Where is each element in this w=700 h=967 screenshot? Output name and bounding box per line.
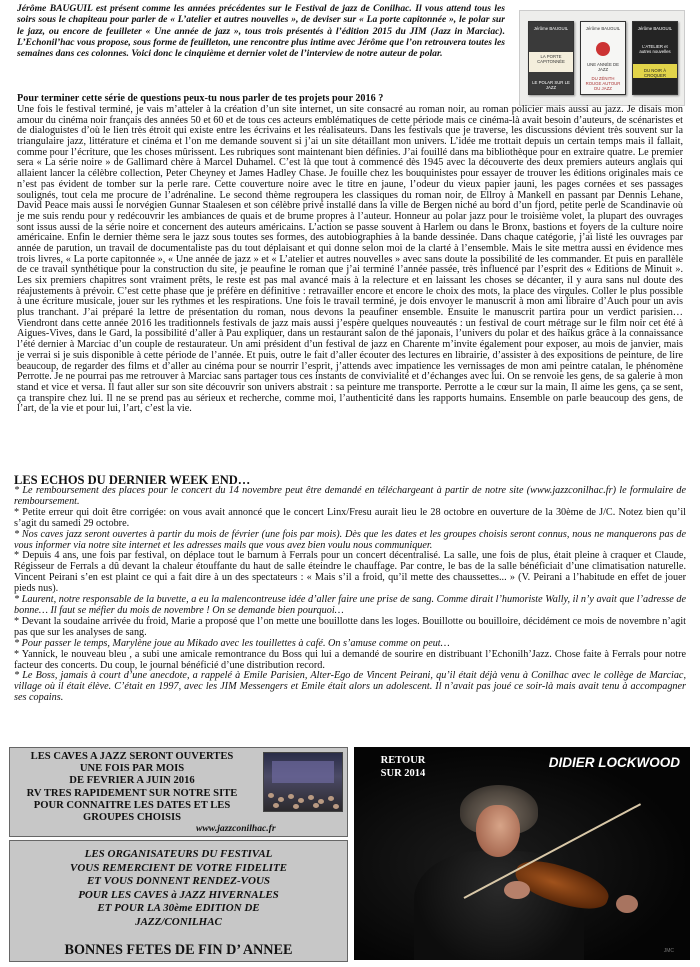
echo-item: * Petite erreur qui doit être corrigée: on vous avait annoncé que le concert Linx/Fresu aurait lieu le 28 octobre en ouverture de la 30ème de J/C. Notez bien qu’il s’agit du samedi 29 octobre. (14, 506, 686, 529)
echo-item: * Pour passer le temps, Marylène joue au Mikado avec les touillettes à café. On s’amuse comme on peut… (14, 637, 450, 649)
caves-line: LES CAVES A JAZZ SERONT OUVERTES (30, 751, 234, 762)
book-title: L’ATELIER et autres nouvelles (639, 44, 671, 54)
caves-line: UNE FOIS PAR MOIS (79, 763, 185, 775)
echo-item: * Le remboursement des places pour le concert du 14 novembre peut être demandé en téléchargeant à partir de notre site (www.jazzconilhac.fr) le formulaire de remboursement. (14, 485, 686, 507)
organisers-message (16, 848, 341, 930)
organisers-box (9, 840, 348, 962)
book-subtitle: DU ZÉNITH ROUGE AUTOUR DU JAZZ (585, 76, 621, 91)
caves-announcement (16, 751, 248, 824)
retour-line: SUR 2014 (380, 767, 426, 779)
retour-line: RETOUR (380, 755, 426, 766)
intro-paragraph: Jérôme BAUGUIL est présent comme les années précédentes sur le Festival de jazz de Conilhac. Il vous attend tous les soirs sous le chapiteau pour parler de « L’atelier et autres nouvelles », de deviser sur « La porte capitonnée », le polar sur le jazz, ou encore de feuilleter « Une année de jazz », tous trois présentés à l’édition 2015 du JIM (Jazz in Marciac). L’Echonil’hac vous propose, sous forme de feuilleton, une rencontre plus intime avec Jérôme que l’on retrouvera toutes les semaines dans ces colonnes. Voici donc le cinquième et dernier volet de l’interview de notre auteur de polar. (17, 3, 505, 60)
website-link[interactable]: www.jazzconilhac.fr (196, 823, 276, 834)
book-l-atelier (632, 21, 678, 95)
orgs-line: POUR LES CAVES à JAZZ HIVERNALES (78, 888, 279, 901)
book-author: Jérôme BAUGUIL (637, 26, 673, 31)
photo-credit: JMC (663, 948, 674, 954)
orgs-line: ET VOUS DONNENT RENDEZ-VOUS (86, 875, 271, 888)
book-subtitle: DU NOIR À CROQUER (643, 68, 667, 78)
didier-lockwood-photo (354, 747, 690, 960)
book-title: UNE ANNÉE DE JAZZ (587, 62, 619, 72)
caves-line: RV TRES RAPIDEMENT SUR NOTRE SITE (26, 787, 238, 799)
echo-item: * Depuis 4 ans, une fois par festival, on déplace tout le barnum à Ferrals pour un concert décentralisé. La salle, une fois de plus, était pleine à craquer et Claude, Régisseur de Ferrals a dû devant la chaleur étouffante du haut de salle éteindre le chauffage. Par contre, le bas de la salle bénéficiait d’une climatisation naturelle. Vincent Peirani s’en est plaint ce qui a fait dire à un des spectateurs : « Mais s’il a froid, qu’il mette des chaussettes... » (V. Peirani a l’habitude en effet de jouer pieds nus). (14, 550, 686, 595)
book-author: Jérôme BAUGUIL (585, 26, 621, 31)
interview-answer: Une fois le festival terminé, je vais m’atteler à la création d’un site internet, un site consacré au roman noir, au roman policier mais aussi au jazz. Je disais mon amour du cinéma noir français des années 50 et 60 et de tous ces acteurs emblématiques de cette période mais ce cinéma-là avait besoin d’auteurs, de scénaristes et de dialoguistes d’où le lien très étroit qui existe entre les écrivains et les réalisateurs. Dans les festivals que je traverse, les discussions dévient très souvent sur la triangulaire jazz, littérature et cinéma et l’on me demande souvent si j’ai un site détaillant mon univers. L’idée me trottait depuis un certain temps mais il fallait, comme pour l’écriture, que les choses mûrissent. Les rubriques sont maintenant bien définies. J’ai fouillé dans ma bibliothèque pour en extraire quatre. Le premier sera « La série noire » de Gallimard chère à Marcel Duhamel. C’est là que tout à commencé dès 1945 avec la découverte des deux premiers auteurs anglais qui allaient lancer la célèbre collection, Peter Cheyney et James Hadley Chase. Je fouille chez les bouquinistes pour essayer de trouver les éditions originales mais ce n’est pas évident de tomber sur la perle rare. Cette couverture noire avec le titre en jaune, l’odeur du vieux papier jauni, les pages cornées et ses passages soulignés, tout cela me procure de l’adrénaline. Le second thème regroupera les classiques du roman noir, de Ellroy à Mankell en passant par Dennis Lehane, David Peace mais aussi le norvégien Gunnar Staalesen et son célèbre privé installé dans la ville de Bergen niché au bord d’un fjord, petite perle de Scandinavie où je me suis rendu pour y redécouvrir les ambiances de quais et de brume propres à l’auteur. Honneur au polar jazz pour le troisième volet, la plupart des ouvrages sont issus aussi de la série noire et concernent des auteurs américains. L’action se passe souvent à Harlem ou dans le Bronx, bastions et foyers de la culture noire américaine. Enfin le dernier thème sera le jazz sous toutes ses formes, des autobiographies à la bande dessinée. Dans chaque catégorie, j’ai listé les ouvrages par année de parution, un travail de documentaliste pas du tout déplaisant et qui donne selon moi de la clarté à l’ensemble. Mais le site mettra aussi en évidence mes trois livres, « La porte capitonnée », « Une année de jazz » et « L’atelier et autres nouvelles » avec sans doute la possibilité de les commander. Et puis en parallèle de ce travail synthétique pour la construction du site, je peaufine le roman que j’ai terminé l’année passée, très influencé par l’esprit des « Editions de Minuit ». Les six premiers chapitres sont vraiment prêts, le reste est pas mal avancé mais à la relecture et en laissant les choses se décanter, il y aura sans nul doute des réajustements à prévoir. C’est cette phase que je préfère en définitive : retravailler encore et encore le choix des mots, la place des virgules. Coller le plus possible à une écriture musicale, jouer sur les rythmes et les respirations. Une fois le travail terminé, je dois envoyer le manuscrit à mon ami libraire d’Auch pour un avis plus tranchant. J’ai préparé la lettre de présentation du roman, nous devons la peaufiner ensemble. Ensuite le manuscrit partira pour un verdict parisien… Viendront dans cette année 2016 les traditionnels festivals de jazz mais aussi j’espère quelques nouveautés : un festival de court métrage sur le film noir cet été à Aigues-Vives, dans le Gard, la possibilité d’aller à Pau expliquer, dans un restaurant salon de thé japonais, l’univers du polar et des haïkus grâce à la connaissance l’été dernier à Marciac d’un couple de restaurateur. Un ami président d’un festival de jazz en Charente m’invite également pour exposer, au mois de janvier, mais je verrai si je suis disponible à cette période de l’année. Et puis, outre le fait d’aller écouter des lectures en librairie, d’assister à des expositions de peinture, de lire beaucoup, de regarder des films et d’aller au cinéma pour se nourrir l’esprit, j’attends avec impatience les vernissages de mon ami peintre catalan, le phénomène Perrotte. Je ne pourrai pas me retrouver à Marciac sans partager tous ces instants de convivialité et d’échanges avec lui. On se renvoie les gens, de sa galerie à mon stand et vice et versa. Il faut aller sur son site découvrir son univers abstrait : sa peinture me transporte. Perrotte a le cœur sur la main, Il aime les gens, ça se sent, ça transpire chez lui. Il ne se prend pas au sérieux et recherche, comme moi, l’authenticité dans les rapports humains. Ensemble on parle beaucoup des gens, de l’art, de la vie et pour lui, l’art, c’est la vie. (17, 104, 683, 415)
caves-line: POUR CONNAITRE LES DATES ET LES (33, 799, 231, 811)
book-title: LA PORTE CAPITONNÉE (537, 54, 565, 64)
echo-item: * Yannick, le nouveau bleu , a subi une amicale remontrance du Boss qui lui a demandé de sourire en distribuant l’Echonilh’Jazz. Chose faite à Ferrals pour notre facteur des concerts. Du coup, le journal bénéficié d’une distribution record. (14, 648, 686, 671)
interview-question: Pour terminer cette série de questions peux-tu nous parler de tes projets pour 2016 ? (17, 93, 384, 104)
book-author: Jérôme BAUGUIL (533, 26, 569, 31)
retour-sur-label (368, 755, 438, 780)
caves-line: DE FEVRIER A JUIN 2016 (69, 775, 195, 787)
echos-list (14, 486, 686, 704)
concert-audience-photo (263, 752, 343, 812)
echo-item: * Laurent, notre responsable de la buvette, a eu la malencontreuse idée d’aller faire une prise de sang. Comme dirait l’humoriste Wally, il n’y avait que l’adresse de bonne… Il faut se méfier du mois de novembre ! On se demande bien pourquoi… (14, 594, 686, 616)
orgs-line: JAZZ/CONILHAC (135, 915, 222, 928)
season-greetings: BONNES FETES DE FIN D’ ANNEE (64, 942, 293, 958)
orgs-line: VOUS REMERCIENT DE VOTRE FIDELITE (70, 861, 287, 874)
orgs-line: LES ORGANISATEURS DU FESTIVAL (84, 848, 273, 860)
books-photo (519, 10, 685, 106)
caves-jazz-box (9, 747, 348, 837)
echo-item: * Nos caves jazz seront ouvertes à partir du mois de février (une fois par mois). Dès que les dates et les groupes choisis seront connus, nous ne manquerons pas de vous informer via notre site internet et les adresses mails que vous avez bien voulu nous communiquer. (14, 528, 686, 551)
book-subtitle: LE POLAR SUR LE JAZZ (532, 80, 570, 90)
book-la-porte-capitonnee (528, 21, 574, 95)
echos-title: LES ECHOS DU DERNIER WEEK END… (14, 473, 251, 487)
caves-line: GROUPES CHOISIS (82, 812, 182, 824)
artist-name: DIDIER LOCKWOOD (548, 755, 680, 770)
echo-item: * Le Boss, jamais à court d’une anecdote, a rappelé à Emile Parisien, Alter-Ego de Vincent Peirani, qu’il était déjà venu à Conilhac avec le collège de Marciac, village où il était élève. C’était en 1997, avec les JIM Messengers et Emile était alors un adolescent. Il n’avait pas joué ce soir-là mais avait tenu à accompagner ses copains. (14, 670, 686, 704)
orgs-line: ET POUR LA 30ème EDITION DE (97, 902, 260, 915)
echo-item: * Devant la soudaine arrivée du froid, Marie a proposé que l’on mette une bouillotte dans les loges. Bouillotte ou bouilloire, décidément ce mois de novembre n’agit pas que sur les analyses de sang. (14, 615, 686, 638)
book-une-annee-de-jazz (580, 21, 626, 95)
book-cover-disc-icon (596, 42, 610, 56)
